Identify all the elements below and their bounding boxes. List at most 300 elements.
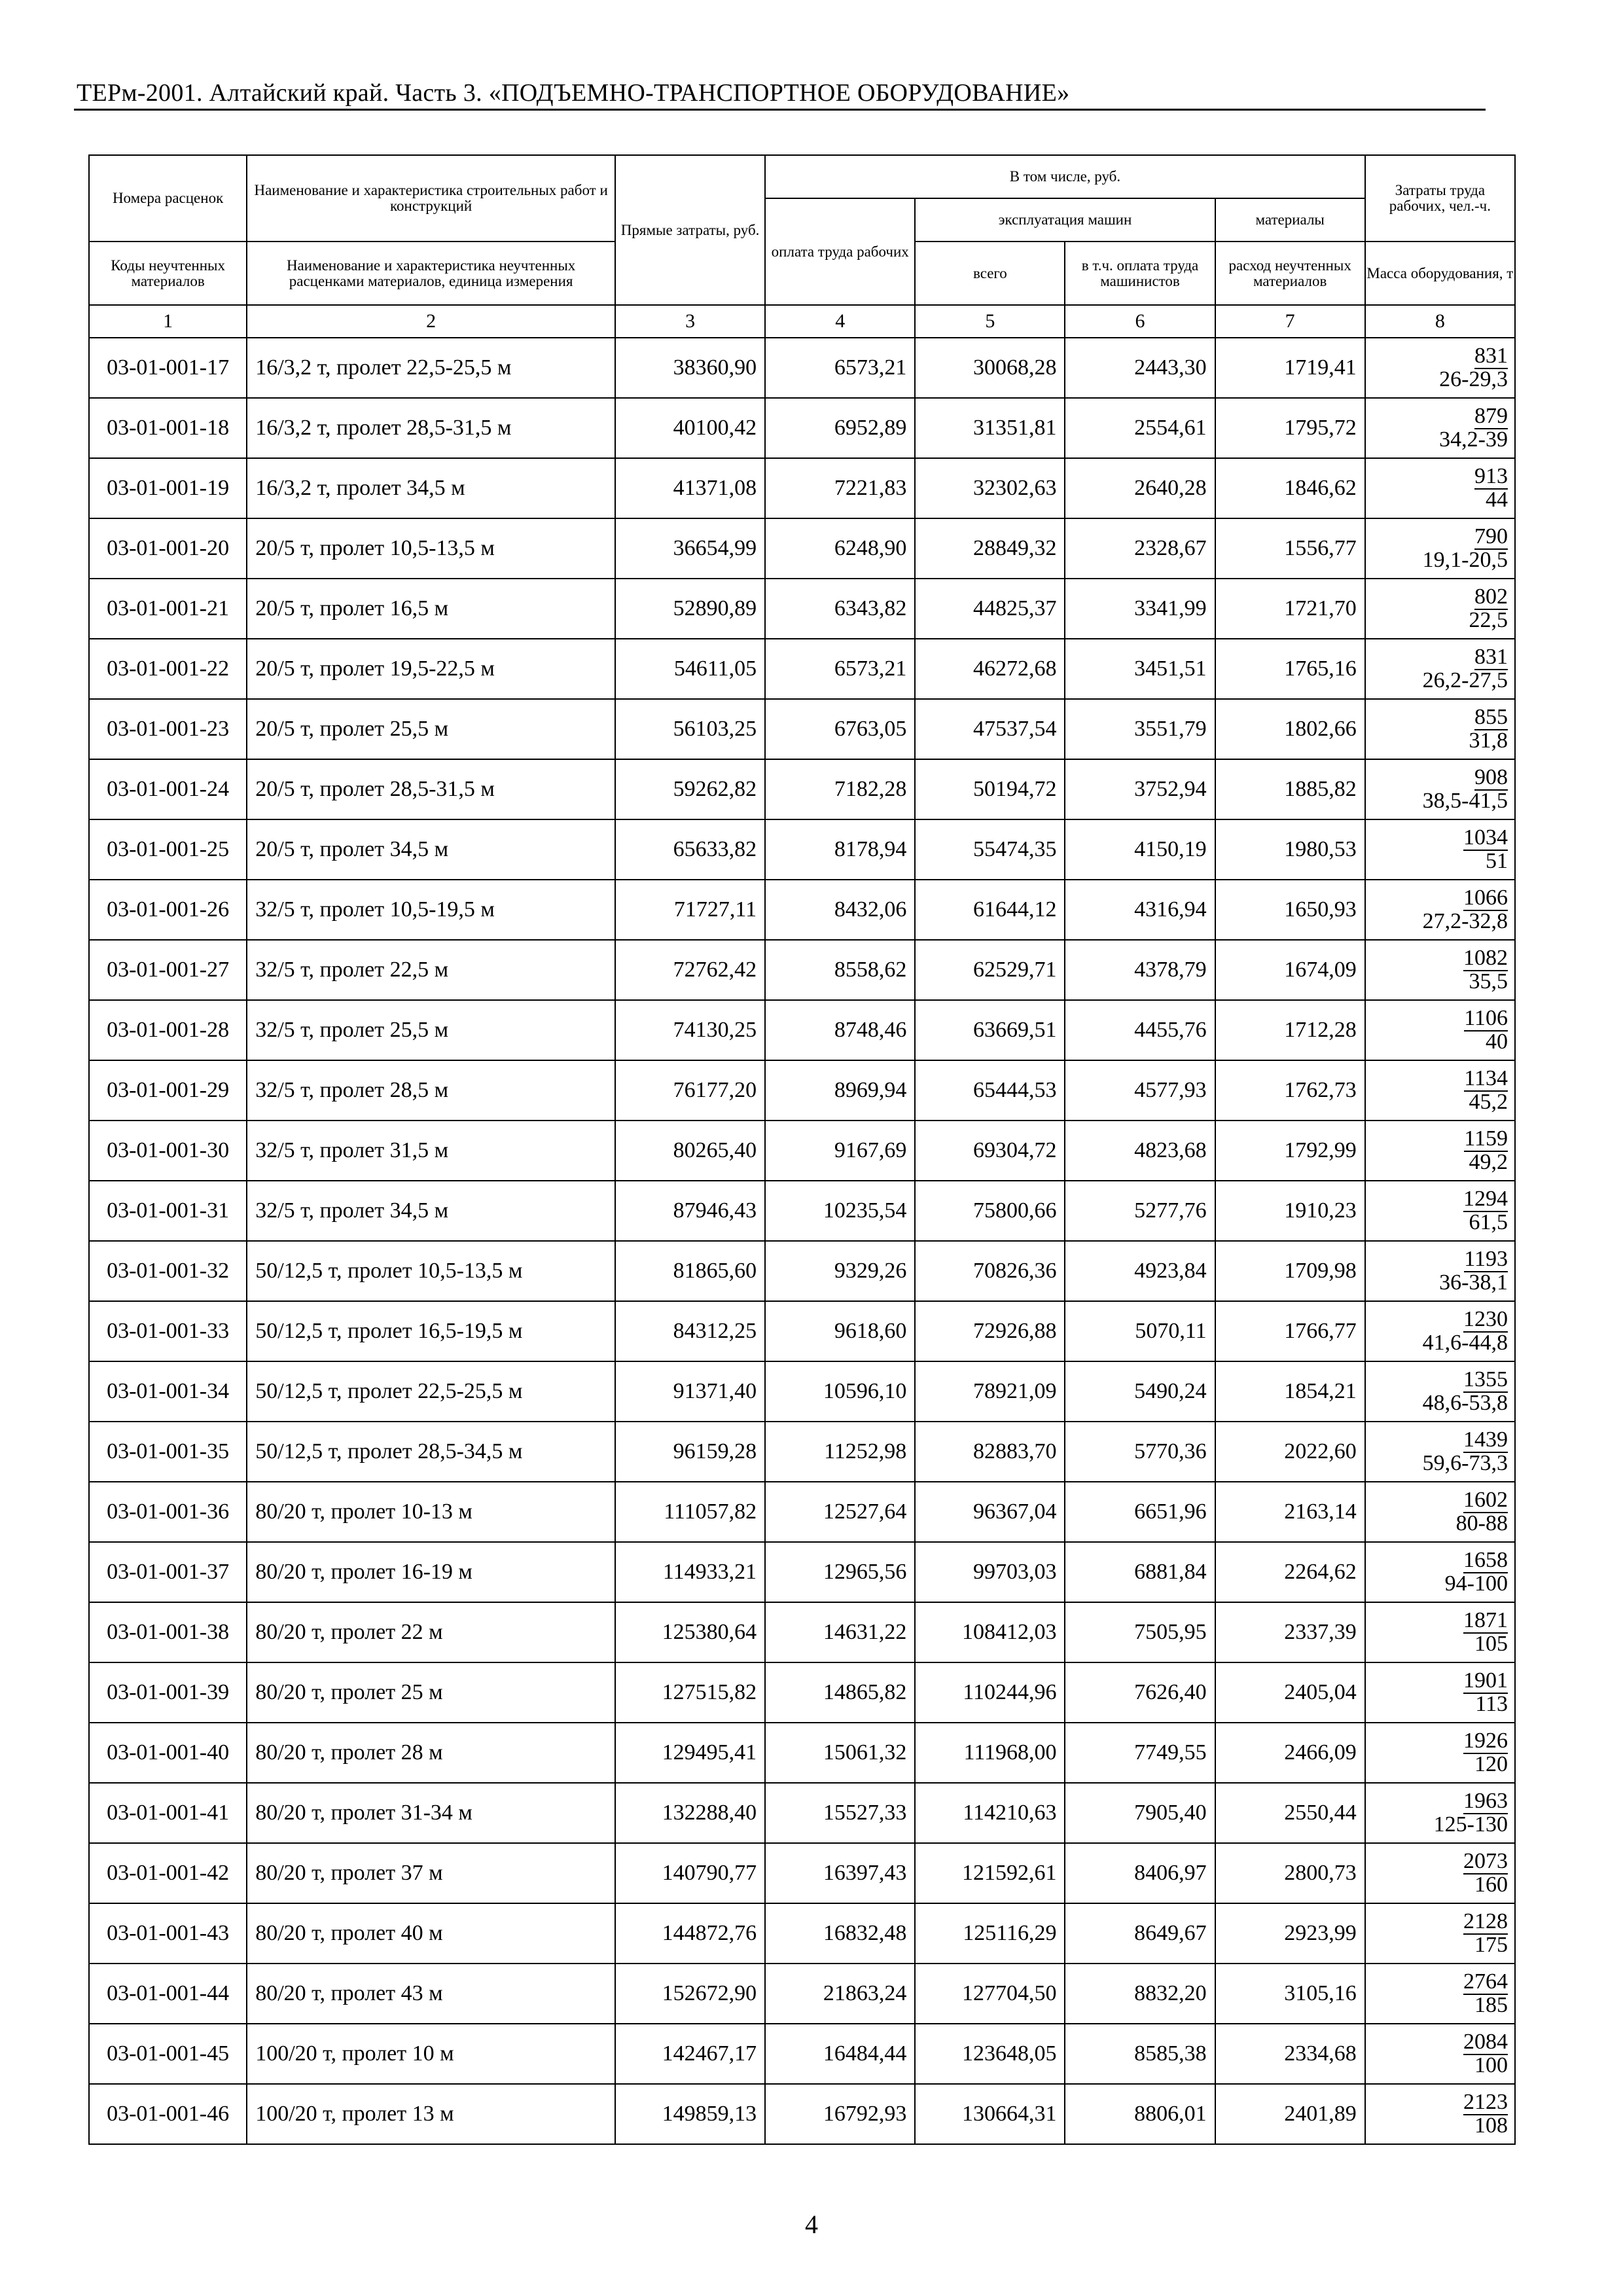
equipment-mass-value: 19,1-20,5 (1422, 547, 1508, 572)
work-name: 80/20 т, пролет 37 м (247, 1843, 615, 1903)
labor-mass-fraction (1445, 1549, 1508, 1596)
worker-pay: 8748,46 (765, 1000, 915, 1060)
labor-costs-value: 1082 (1463, 945, 1508, 970)
worker-pay: 6343,82 (765, 579, 915, 639)
document-title: ТЕРм-2001. Алтайский край. Часть 3. «ПОДЪЕМНО-ТРАНСПОРТНОЕ ОБОРУДОВАНИЕ» (77, 79, 1070, 107)
labor-mass-cell (1365, 639, 1515, 699)
equipment-mass-value: 175 (1474, 1932, 1508, 1957)
equipment-mass-value: 160 (1474, 1872, 1508, 1897)
labor-mass-cell (1365, 1060, 1515, 1121)
rate-code: 03-01-001-46 (89, 2084, 247, 2144)
rate-code: 03-01-001-37 (89, 1542, 247, 1602)
worker-pay: 9329,26 (765, 1241, 915, 1301)
labor-costs-value: 2084 (1463, 2029, 1508, 2054)
materials-cost: 1795,72 (1215, 398, 1365, 458)
machinist-pay: 5277,76 (1065, 1181, 1215, 1241)
materials-cost: 1846,62 (1215, 458, 1365, 518)
equipment-mass-value: 44 (1486, 487, 1508, 512)
labor-mass-fraction (1469, 585, 1508, 632)
work-name: 32/5 т, пролет 25,5 м (247, 1000, 615, 1060)
labor-costs-value: 1602 (1463, 1487, 1508, 1512)
machine-cost: 28849,32 (915, 518, 1065, 579)
machine-cost: 55474,35 (915, 819, 1065, 880)
table-row (89, 639, 1515, 699)
labor-mass-fraction (1423, 1308, 1508, 1355)
table-row (89, 759, 1515, 819)
worker-pay: 6573,21 (765, 639, 915, 699)
labor-mass-cell (1365, 1361, 1515, 1422)
direct-cost: 87946,43 (615, 1181, 765, 1241)
machinist-pay: 2328,67 (1065, 518, 1215, 579)
direct-cost: 54611,05 (615, 639, 765, 699)
machine-cost: 44825,37 (915, 579, 1065, 639)
table-row (89, 2024, 1515, 2084)
worker-pay: 10235,54 (765, 1181, 915, 1241)
worker-pay: 21863,24 (765, 1964, 915, 2024)
labor-mass-cell (1365, 1843, 1515, 1903)
machine-cost: 110244,96 (915, 1662, 1065, 1723)
direct-cost: 76177,20 (615, 1060, 765, 1121)
machinist-pay: 5770,36 (1065, 1422, 1215, 1482)
worker-pay: 10596,10 (765, 1361, 915, 1422)
labor-mass-fraction (1463, 1609, 1508, 1656)
work-name: 80/20 т, пролет 40 м (247, 1903, 615, 1964)
direct-cost: 91371,40 (615, 1361, 765, 1422)
machinist-pay: 4923,84 (1065, 1241, 1215, 1301)
labor-mass-cell (1365, 1482, 1515, 1542)
machinist-pay: 5490,24 (1065, 1361, 1215, 1422)
materials-cost: 1674,09 (1215, 940, 1365, 1000)
header-including: В том числе, руб. (765, 155, 1365, 198)
page-number: 4 (805, 2210, 818, 2239)
machine-cost: 108412,03 (915, 1602, 1065, 1662)
rate-code: 03-01-001-17 (89, 338, 247, 398)
machinist-pay: 4577,93 (1065, 1060, 1215, 1121)
machinist-pay: 6881,84 (1065, 1542, 1215, 1602)
machinist-pay: 8832,20 (1065, 1964, 1215, 2024)
header-unaccounted-name: Наименование и характеристика неучтенных расценками материалов, единица измерения (247, 242, 615, 305)
materials-cost: 2334,68 (1215, 2024, 1365, 2084)
header-machinist-pay: в т.ч. оплата труда машинистов (1065, 242, 1215, 305)
direct-cost: 74130,25 (615, 1000, 765, 1060)
machinist-pay: 8806,01 (1065, 2084, 1215, 2144)
machinist-pay: 4150,19 (1065, 819, 1215, 880)
labor-mass-fraction (1463, 1669, 1508, 1716)
labor-mass-cell (1365, 579, 1515, 639)
work-name: 32/5 т, пролет 34,5 м (247, 1181, 615, 1241)
machine-cost: 130664,31 (915, 2084, 1065, 2144)
rate-code: 03-01-001-29 (89, 1060, 247, 1121)
materials-cost: 1854,21 (1215, 1361, 1365, 1422)
rate-code: 03-01-001-23 (89, 699, 247, 759)
materials-cost: 1910,23 (1215, 1181, 1365, 1241)
labor-mass-fraction (1439, 404, 1508, 452)
labor-mass-cell (1365, 1000, 1515, 1060)
rate-code: 03-01-001-28 (89, 1000, 247, 1060)
page-header (74, 71, 1486, 111)
machinist-pay: 8649,67 (1065, 1903, 1215, 1964)
table-row (89, 1241, 1515, 1301)
work-name: 20/5 т, пролет 19,5-22,5 м (247, 639, 615, 699)
equipment-mass-value: 105 (1474, 1631, 1508, 1656)
materials-cost: 1792,99 (1215, 1121, 1365, 1181)
worker-pay: 16832,48 (765, 1903, 915, 1964)
header-machine-operation: эксплуатация машин (915, 198, 1215, 242)
worker-pay: 9618,60 (765, 1301, 915, 1361)
labor-mass-fraction (1463, 1729, 1508, 1776)
labor-mass-cell (1365, 1783, 1515, 1843)
machinist-pay: 7626,40 (1065, 1662, 1215, 1723)
column-number-row (89, 305, 1515, 338)
equipment-mass-value: 31,8 (1469, 728, 1508, 753)
equipment-mass-value: 26,2-27,5 (1422, 668, 1508, 692)
machine-cost: 96367,04 (915, 1482, 1065, 1542)
table-row (89, 518, 1515, 579)
labor-mass-fraction (1423, 645, 1508, 692)
rate-code: 03-01-001-21 (89, 579, 247, 639)
labor-costs-value: 831 (1474, 343, 1508, 368)
table-row (89, 579, 1515, 639)
direct-cost: 125380,64 (615, 1602, 765, 1662)
table-row (89, 1060, 1515, 1121)
labor-mass-fraction (1423, 766, 1508, 813)
machine-cost: 121592,61 (915, 1843, 1065, 1903)
labor-mass-cell (1365, 1422, 1515, 1482)
labor-mass-fraction (1463, 1910, 1508, 1957)
direct-cost: 36654,99 (615, 518, 765, 579)
direct-cost: 72762,42 (615, 940, 765, 1000)
machine-cost: 46272,68 (915, 639, 1065, 699)
labor-mass-cell (1365, 880, 1515, 940)
equipment-mass-value: 125-130 (1433, 1812, 1508, 1837)
machine-cost: 61644,12 (915, 880, 1065, 940)
direct-cost: 127515,82 (615, 1662, 765, 1723)
equipment-mass-value: 38,5-41,5 (1422, 788, 1508, 813)
worker-pay: 8969,94 (765, 1060, 915, 1121)
labor-costs-value: 1439 (1463, 1427, 1508, 1452)
materials-cost: 3105,16 (1215, 1964, 1365, 2024)
machine-cost: 47537,54 (915, 699, 1065, 759)
rate-code: 03-01-001-27 (89, 940, 247, 1000)
work-name: 50/12,5 т, пролет 28,5-34,5 м (247, 1422, 615, 1482)
direct-cost: 84312,25 (615, 1301, 765, 1361)
machinist-pay: 4378,79 (1065, 940, 1215, 1000)
labor-costs-value: 831 (1474, 644, 1508, 669)
work-name: 100/20 т, пролет 13 м (247, 2084, 615, 2144)
equipment-mass-value: 34,2-39 (1439, 427, 1508, 452)
labor-costs-value: 790 (1474, 524, 1508, 548)
worker-pay: 7182,28 (765, 759, 915, 819)
equipment-mass-value: 40 (1486, 1029, 1508, 1054)
machine-cost: 78921,09 (915, 1361, 1065, 1422)
labor-mass-cell (1365, 1241, 1515, 1301)
machinist-pay: 7749,55 (1065, 1723, 1215, 1783)
column-number: 4 (765, 305, 915, 338)
table-row (89, 1843, 1515, 1903)
worker-pay: 11252,98 (765, 1422, 915, 1482)
work-name: 80/20 т, пролет 10-13 м (247, 1482, 615, 1542)
machinist-pay: 2640,28 (1065, 458, 1215, 518)
direct-cost: 149859,13 (615, 2084, 765, 2144)
work-name: 32/5 т, пролет 28,5 м (247, 1060, 615, 1121)
rate-code: 03-01-001-44 (89, 1964, 247, 2024)
direct-cost: 40100,42 (615, 398, 765, 458)
labor-mass-cell (1365, 1602, 1515, 1662)
machinist-pay: 5070,11 (1065, 1301, 1215, 1361)
labor-mass-cell (1365, 2024, 1515, 2084)
labor-costs-value: 913 (1474, 463, 1508, 488)
rate-code: 03-01-001-40 (89, 1723, 247, 1783)
rate-code: 03-01-001-19 (89, 458, 247, 518)
labor-mass-cell (1365, 819, 1515, 880)
header-materials: материалы (1215, 198, 1365, 242)
worker-pay: 16792,93 (765, 2084, 915, 2144)
header-unaccounted-materials: расход неучтенных материалов (1215, 242, 1365, 305)
work-name: 80/20 т, пролет 43 м (247, 1964, 615, 2024)
equipment-mass-value: 22,5 (1469, 607, 1508, 632)
labor-mass-cell (1365, 940, 1515, 1000)
direct-cost: 38360,90 (615, 338, 765, 398)
work-name: 20/5 т, пролет 16,5 м (247, 579, 615, 639)
machine-cost: 32302,63 (915, 458, 1065, 518)
rate-code: 03-01-001-39 (89, 1662, 247, 1723)
machinist-pay: 7505,95 (1065, 1602, 1215, 1662)
table-row (89, 1602, 1515, 1662)
rate-code: 03-01-001-31 (89, 1181, 247, 1241)
labor-mass-cell (1365, 759, 1515, 819)
table-body (89, 338, 1515, 2144)
work-name: 16/3,2 т, пролет 22,5-25,5 м (247, 338, 615, 398)
rate-code: 03-01-001-42 (89, 1843, 247, 1903)
equipment-mass-value: 41,6-44,8 (1422, 1330, 1508, 1355)
labor-mass-fraction (1463, 1970, 1508, 2017)
materials-cost: 2923,99 (1215, 1903, 1365, 1964)
worker-pay: 6763,05 (765, 699, 915, 759)
worker-pay: 6248,90 (765, 518, 915, 579)
header-row-1 (89, 155, 1515, 198)
equipment-mass-value: 100 (1474, 2053, 1508, 2077)
rate-code: 03-01-001-32 (89, 1241, 247, 1301)
labor-costs-value: 1355 (1463, 1367, 1508, 1391)
direct-cost: 71727,11 (615, 880, 765, 940)
labor-costs-value: 1193 (1464, 1246, 1508, 1271)
machinist-pay: 4455,76 (1065, 1000, 1215, 1060)
equipment-mass-value: 113 (1475, 1691, 1508, 1716)
table-row (89, 940, 1515, 1000)
machinist-pay: 8406,97 (1065, 1843, 1215, 1903)
work-name: 32/5 т, пролет 31,5 м (247, 1121, 615, 1181)
labor-costs-value: 1658 (1463, 1547, 1508, 1572)
labor-mass-fraction (1439, 1247, 1508, 1295)
labor-mass-cell (1365, 1542, 1515, 1602)
labor-mass-fraction (1439, 344, 1508, 391)
work-name: 80/20 т, пролет 16-19 м (247, 1542, 615, 1602)
materials-cost: 2337,39 (1215, 1602, 1365, 1662)
column-number: 3 (615, 305, 765, 338)
work-name: 80/20 т, пролет 28 м (247, 1723, 615, 1783)
worker-pay: 8558,62 (765, 940, 915, 1000)
machine-cost: 99703,03 (915, 1542, 1065, 1602)
worker-pay: 14865,82 (765, 1662, 915, 1723)
machinist-pay: 7905,40 (1065, 1783, 1215, 1843)
rate-code: 03-01-001-25 (89, 819, 247, 880)
header-labor-costs: Затраты труда рабочих, чел.-ч. (1365, 155, 1515, 242)
work-name: 20/5 т, пролет 25,5 м (247, 699, 615, 759)
labor-mass-cell (1365, 2084, 1515, 2144)
materials-cost: 1556,77 (1215, 518, 1365, 579)
equipment-mass-value: 94-100 (1444, 1571, 1508, 1596)
labor-costs-value: 1066 (1463, 885, 1508, 910)
equipment-mass-value: 48,6-53,8 (1422, 1390, 1508, 1415)
table-row (89, 398, 1515, 458)
rate-code: 03-01-001-30 (89, 1121, 247, 1181)
worker-pay: 15527,33 (765, 1783, 915, 1843)
labor-costs-value: 2123 (1463, 2089, 1508, 2114)
direct-cost: 142467,17 (615, 2024, 765, 2084)
materials-cost: 1765,16 (1215, 639, 1365, 699)
rate-code: 03-01-001-41 (89, 1783, 247, 1843)
direct-cost: 140790,77 (615, 1843, 765, 1903)
equipment-mass-value: 36-38,1 (1439, 1270, 1508, 1295)
direct-cost: 59262,82 (615, 759, 765, 819)
worker-pay: 16484,44 (765, 2024, 915, 2084)
machine-cost: 50194,72 (915, 759, 1065, 819)
rate-code: 03-01-001-38 (89, 1602, 247, 1662)
table-row (89, 1783, 1515, 1843)
rate-code: 03-01-001-35 (89, 1422, 247, 1482)
rate-code: 03-01-001-26 (89, 880, 247, 940)
labor-mass-cell (1365, 1723, 1515, 1783)
equipment-mass-value: 61,5 (1469, 1210, 1508, 1234)
equipment-mass-value: 26-29,3 (1439, 367, 1508, 391)
materials-cost: 1885,82 (1215, 759, 1365, 819)
labor-mass-fraction (1423, 1428, 1508, 1475)
labor-costs-value: 1926 (1463, 1728, 1508, 1753)
labor-mass-fraction (1434, 1789, 1508, 1837)
table-row (89, 699, 1515, 759)
work-name: 20/5 т, пролет 28,5-31,5 м (247, 759, 615, 819)
machinist-pay: 4316,94 (1065, 880, 1215, 940)
work-name: 80/20 т, пролет 25 м (247, 1662, 615, 1723)
machine-cost: 31351,81 (915, 398, 1065, 458)
machine-cost: 70826,36 (915, 1241, 1065, 1301)
labor-mass-fraction (1423, 525, 1508, 572)
materials-cost: 2163,14 (1215, 1482, 1365, 1542)
materials-cost: 1721,70 (1215, 579, 1365, 639)
labor-mass-fraction (1423, 886, 1508, 933)
labor-costs-value: 2128 (1463, 1909, 1508, 1933)
labor-mass-fraction (1423, 1368, 1508, 1415)
labor-mass-fraction (1464, 1007, 1508, 1054)
table-row (89, 2084, 1515, 2144)
labor-mass-fraction (1456, 1488, 1508, 1535)
direct-cost: 132288,40 (615, 1783, 765, 1843)
work-name: 32/5 т, пролет 10,5-19,5 м (247, 880, 615, 940)
work-name: 80/20 т, пролет 31-34 м (247, 1783, 615, 1843)
labor-costs-value: 1871 (1463, 1607, 1508, 1632)
materials-cost: 1719,41 (1215, 338, 1365, 398)
machinist-pay: 3551,79 (1065, 699, 1215, 759)
labor-mass-cell (1365, 458, 1515, 518)
header-rate-numbers: Номера расценок (89, 155, 247, 242)
equipment-mass-value: 120 (1474, 1751, 1508, 1776)
rates-table (88, 154, 1516, 2145)
rate-code: 03-01-001-45 (89, 2024, 247, 2084)
work-name: 50/12,5 т, пролет 10,5-13,5 м (247, 1241, 615, 1301)
table-row (89, 1121, 1515, 1181)
materials-cost: 1650,93 (1215, 880, 1365, 940)
worker-pay: 14631,22 (765, 1602, 915, 1662)
machinist-pay: 2554,61 (1065, 398, 1215, 458)
work-name: 20/5 т, пролет 34,5 м (247, 819, 615, 880)
labor-mass-cell (1365, 518, 1515, 579)
machine-cost: 123648,05 (915, 2024, 1065, 2084)
materials-cost: 2550,44 (1215, 1783, 1365, 1843)
materials-cost: 2264,62 (1215, 1542, 1365, 1602)
table-row (89, 1482, 1515, 1542)
labor-costs-value: 1034 (1463, 825, 1508, 850)
materials-cost: 1766,77 (1215, 1301, 1365, 1361)
worker-pay: 8432,06 (765, 880, 915, 940)
rate-code: 03-01-001-43 (89, 1903, 247, 1964)
table-row (89, 1422, 1515, 1482)
worker-pay: 12527,64 (765, 1482, 915, 1542)
labor-costs-value: 908 (1474, 764, 1508, 789)
rate-code: 03-01-001-36 (89, 1482, 247, 1542)
equipment-mass-value: 80-88 (1455, 1511, 1508, 1535)
machine-cost: 125116,29 (915, 1903, 1065, 1964)
worker-pay: 6573,21 (765, 338, 915, 398)
worker-pay: 6952,89 (765, 398, 915, 458)
direct-cost: 152672,90 (615, 1964, 765, 2024)
machine-cost: 65444,53 (915, 1060, 1065, 1121)
equipment-mass-value: 185 (1474, 1992, 1508, 2017)
direct-cost: 65633,82 (615, 819, 765, 880)
table-row (89, 338, 1515, 398)
machine-cost: 63669,51 (915, 1000, 1065, 1060)
labor-costs-value: 1159 (1464, 1126, 1508, 1151)
machine-cost: 69304,72 (915, 1121, 1065, 1181)
materials-cost: 1980,53 (1215, 819, 1365, 880)
table-row (89, 1000, 1515, 1060)
equipment-mass-value: 45,2 (1469, 1089, 1508, 1114)
equipment-mass-value: 49,2 (1469, 1149, 1508, 1174)
worker-pay: 16397,43 (765, 1843, 915, 1903)
direct-cost: 96159,28 (615, 1422, 765, 1482)
table-row (89, 1301, 1515, 1361)
labor-mass-fraction (1463, 826, 1508, 873)
header-unaccounted-codes: Коды неучтенных материалов (89, 242, 247, 305)
work-name: 20/5 т, пролет 10,5-13,5 м (247, 518, 615, 579)
labor-mass-fraction (1464, 1067, 1508, 1114)
materials-cost: 1802,66 (1215, 699, 1365, 759)
labor-costs-value: 1106 (1464, 1005, 1508, 1030)
work-name: 50/12,5 т, пролет 22,5-25,5 м (247, 1361, 615, 1422)
table-row (89, 1903, 1515, 1964)
materials-cost: 1709,98 (1215, 1241, 1365, 1301)
column-number: 7 (1215, 305, 1365, 338)
table-row (89, 1542, 1515, 1602)
column-number: 2 (247, 305, 615, 338)
labor-costs-value: 1294 (1463, 1186, 1508, 1211)
labor-mass-fraction (1469, 706, 1508, 753)
materials-cost: 1712,28 (1215, 1000, 1365, 1060)
direct-cost: 81865,60 (615, 1241, 765, 1301)
labor-mass-cell (1365, 1181, 1515, 1241)
direct-cost: 56103,25 (615, 699, 765, 759)
machinist-pay: 3451,51 (1065, 639, 1215, 699)
machine-cost: 72926,88 (915, 1301, 1065, 1361)
